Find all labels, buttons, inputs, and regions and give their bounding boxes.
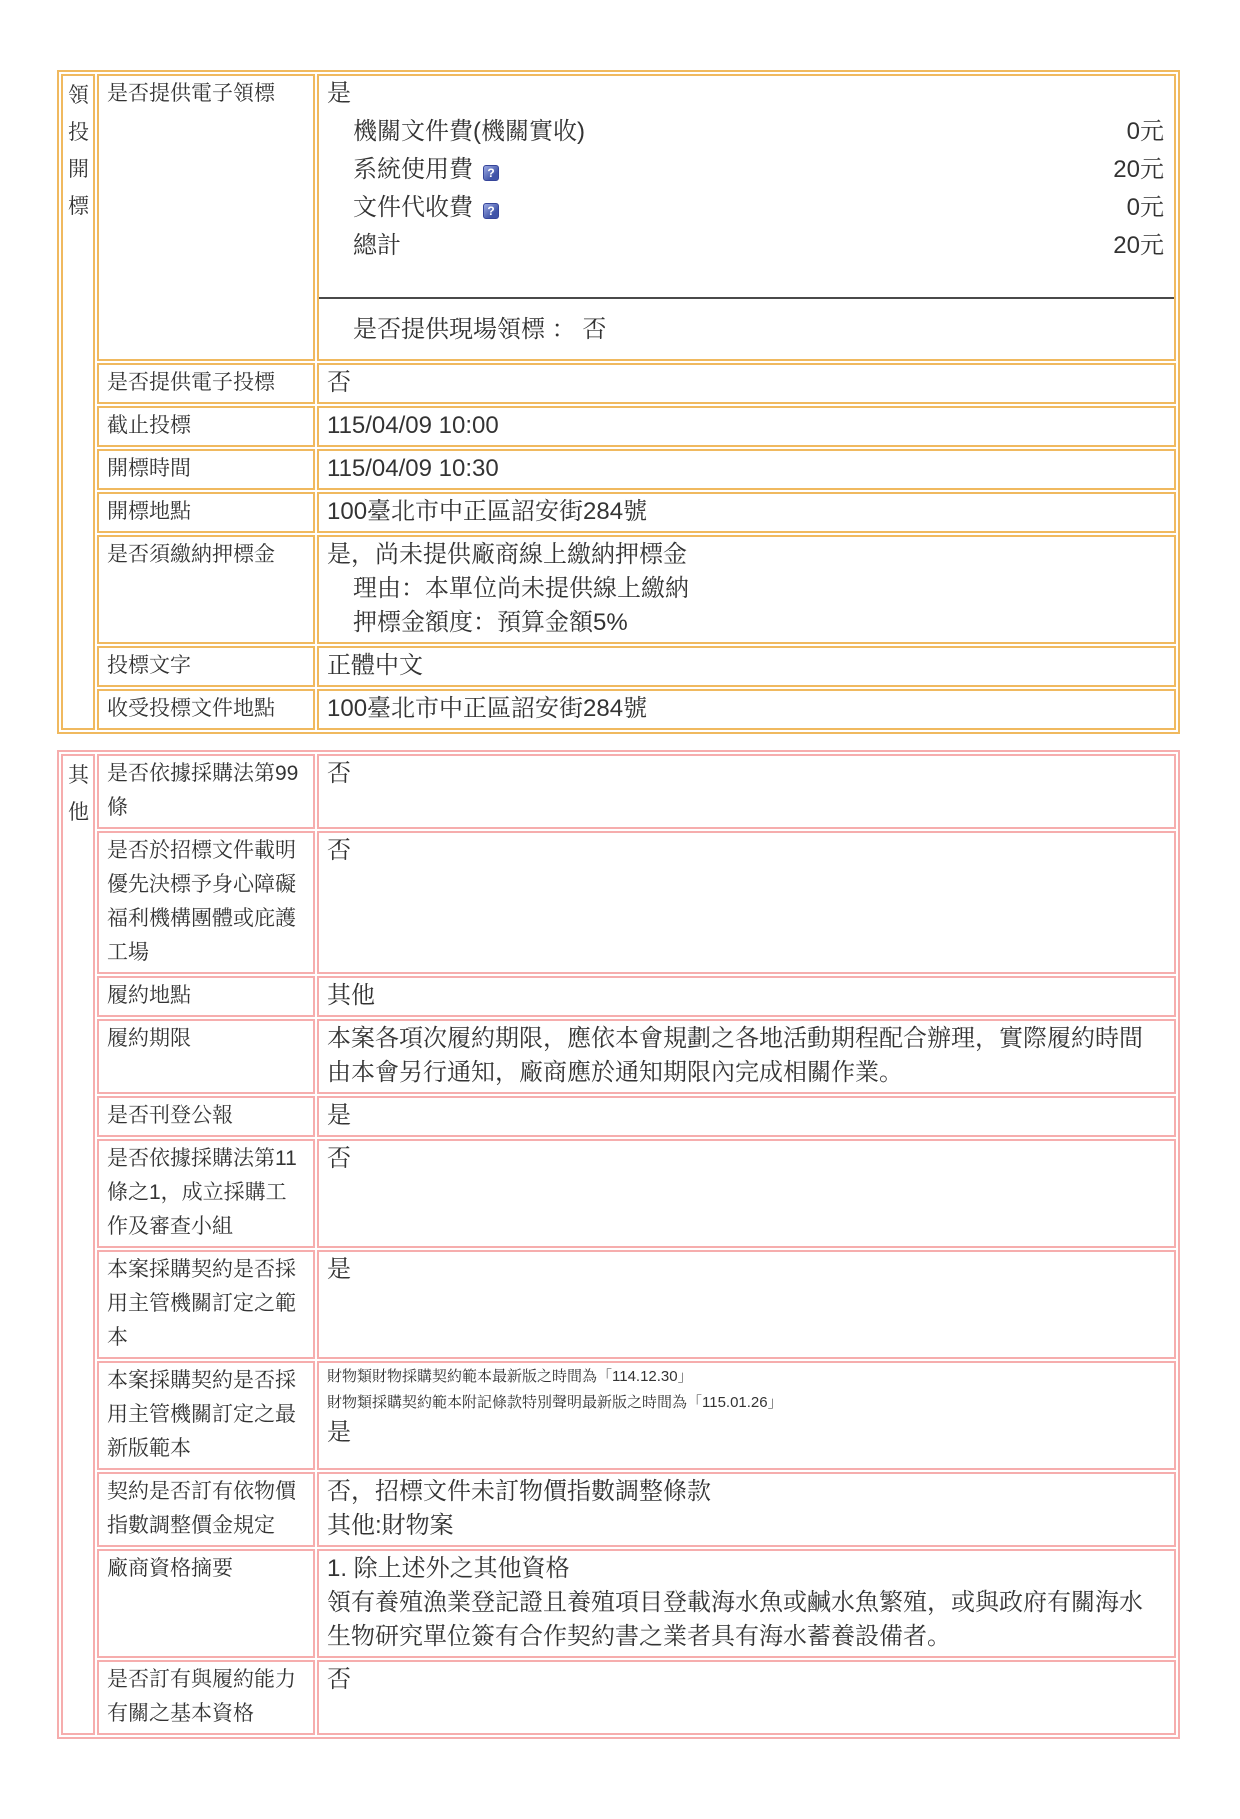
row-value-bid-receiving-location	[317, 689, 1176, 730]
row-label-performance-period: 履約期限	[97, 1019, 315, 1094]
table-row	[61, 1019, 1176, 1094]
table-row	[61, 535, 1176, 644]
row-value-bid-bond	[317, 535, 1176, 644]
row-label-bid-deadline: 截止投標	[97, 406, 315, 447]
table-row	[61, 1250, 1176, 1359]
table-row	[61, 1549, 1176, 1658]
row-value-vendor-qualification-summary	[317, 1549, 1176, 1658]
value-line: 是	[327, 1419, 351, 1446]
row-label-bid-language: 投標文字	[97, 646, 315, 687]
fee-label: 機關文件費(機關實收)	[353, 118, 585, 145]
table-row	[61, 646, 1176, 687]
row-label-latest-contract-template: 本案採購契約是否採用主管機關訂定之最新版範本	[97, 1361, 315, 1470]
fee-value: 0元	[1126, 194, 1164, 221]
section-header-other: 其他	[61, 754, 95, 1735]
row-value-article-11-1-workgroup	[317, 1139, 1176, 1248]
table-row	[61, 754, 1176, 829]
value-line: 其他	[327, 982, 375, 1009]
row-value-performance-period	[317, 1019, 1176, 1094]
value-line: 100臺北市中正區詔安街284號	[327, 695, 648, 722]
table-row	[61, 976, 1176, 1017]
value-line: 押標金額度：預算金額5%	[353, 609, 628, 636]
value-line: 是	[327, 1256, 351, 1283]
value-line: 115/04/09 10:30	[327, 455, 499, 482]
row-value-performance-location	[317, 976, 1176, 1017]
value-line: 100臺北市中正區詔安街284號	[327, 498, 648, 525]
value-line: 理由：本單位尚未提供線上繳納	[353, 575, 689, 602]
row-label-priority-award-disability: 是否於招標文件載明優先決標予身心障礙福利機構團體或庇護工場	[97, 831, 315, 974]
row-value-article-99	[317, 754, 1176, 829]
value-line: 領有養殖漁業登記證且養殖項目登載海水魚或鹹水魚繁殖，或與政府有關海水生物研究單位簽有合作契約書之業者具有海水蓄養設備者。	[327, 1589, 1143, 1650]
value-line-small: 財物類財物採購契約範本最新版之時間為「114.12.30」	[327, 1368, 693, 1385]
value-line: 是，尚未提供廠商線上繳納押標金	[327, 541, 687, 568]
row-label-bid-receiving-location: 收受投標文件地點	[97, 689, 315, 730]
fee-label: 系統使用費	[353, 156, 473, 183]
fee-row-total	[327, 229, 1166, 263]
row-value-price-index-adjustment	[317, 1472, 1176, 1547]
fee-divider	[319, 297, 1174, 299]
row-value-opening-time	[317, 449, 1176, 490]
row-value-electronic-bidding	[317, 363, 1176, 404]
fee-row-system-usage	[327, 153, 1166, 187]
value-line: 正體中文	[327, 652, 423, 679]
row-label-opening-time: 開標時間	[97, 449, 315, 490]
table-row	[61, 1139, 1176, 1248]
row-value-priority-award-disability	[317, 831, 1176, 974]
value-line: 115/04/09 10:00	[327, 412, 499, 439]
row-value-performance-capability-qualification	[317, 1660, 1176, 1735]
value-line: 否	[327, 760, 351, 787]
row-label-performance-location: 履約地點	[97, 976, 315, 1017]
value-line: 否	[327, 369, 351, 396]
table-row	[61, 1096, 1176, 1137]
electronic-tender-answer: 是	[327, 80, 351, 107]
row-value-bid-deadline	[317, 406, 1176, 447]
table-row	[61, 74, 1176, 361]
table-row	[61, 1472, 1176, 1547]
row-value-electronic-tender-docs	[317, 74, 1176, 361]
table-row	[61, 1361, 1176, 1470]
bidding-section-table	[57, 70, 1180, 734]
fee-value: 0元	[1126, 118, 1164, 145]
value-line: 是	[327, 1102, 351, 1129]
fee-row-doc-collection	[327, 191, 1166, 225]
other-section-table	[57, 750, 1180, 1739]
row-label-performance-capability-qualification: 是否訂有與履約能力有關之基本資格	[97, 1660, 315, 1735]
row-value-latest-contract-template	[317, 1361, 1176, 1470]
value-line: 否	[327, 1666, 351, 1693]
table-row	[61, 406, 1176, 447]
row-label-opening-location: 開標地點	[97, 492, 315, 533]
row-label-electronic-tender-docs: 是否提供電子領標	[97, 74, 315, 361]
fee-breakdown	[327, 115, 1166, 263]
fee-label: 文件代收費	[353, 194, 473, 221]
row-label-price-index-adjustment: 契約是否訂有依物價指數調整價金規定	[97, 1472, 315, 1547]
row-label-bid-bond: 是否須繳納押標金	[97, 535, 315, 644]
fee-row-agency-doc	[327, 115, 1166, 149]
row-label-vendor-qualification-summary: 廠商資格摘要	[97, 1549, 315, 1658]
row-label-article-11-1-workgroup: 是否依據採購法第11條之1，成立採購工作及審查小組	[97, 1139, 315, 1248]
section-header-bidding: 領投開標	[61, 74, 95, 730]
row-label-gazette-publication: 是否刊登公報	[97, 1096, 315, 1137]
row-value-contract-template	[317, 1250, 1176, 1359]
fee-value: 20元	[1113, 156, 1164, 183]
table-row	[61, 1660, 1176, 1735]
value-line: 否	[327, 1145, 351, 1172]
help-icon[interactable]: ?	[483, 165, 499, 181]
value-line: 其他:財物案	[327, 1512, 454, 1539]
row-label-article-99: 是否依據採購法第99條	[97, 754, 315, 829]
row-label-electronic-bidding: 是否提供電子投標	[97, 363, 315, 404]
fee-label: 總計	[353, 232, 401, 259]
value-line: 本案各項次履約期限，應依本會規劃之各地活動期程配合辦理，實際履約時間由本會另行通知，廠商應於通知期限內完成相關作業。	[327, 1025, 1143, 1086]
table-row	[61, 363, 1176, 404]
value-line-small: 財物類採購契約範本附記條款特別聲明最新版之時間為「115.01.26」	[327, 1394, 783, 1411]
fee-value: 20元	[1113, 232, 1164, 259]
row-value-opening-location	[317, 492, 1176, 533]
table-row	[61, 831, 1176, 974]
table-row	[61, 449, 1176, 490]
table-row	[61, 492, 1176, 533]
value-line: 1. 除上述外之其他資格	[327, 1555, 570, 1582]
row-value-bid-language	[317, 646, 1176, 687]
row-label-contract-template: 本案採購契約是否採用主管機關訂定之範本	[97, 1250, 315, 1359]
value-line: 否	[327, 837, 351, 864]
value-line: 否，招標文件未訂物價指數調整條款	[327, 1478, 711, 1505]
onsite-tender-doc-line: 是否提供現場領標 ： 否	[353, 316, 607, 343]
row-value-gazette-publication	[317, 1096, 1176, 1137]
table-row	[61, 689, 1176, 730]
help-icon[interactable]: ?	[483, 203, 499, 219]
